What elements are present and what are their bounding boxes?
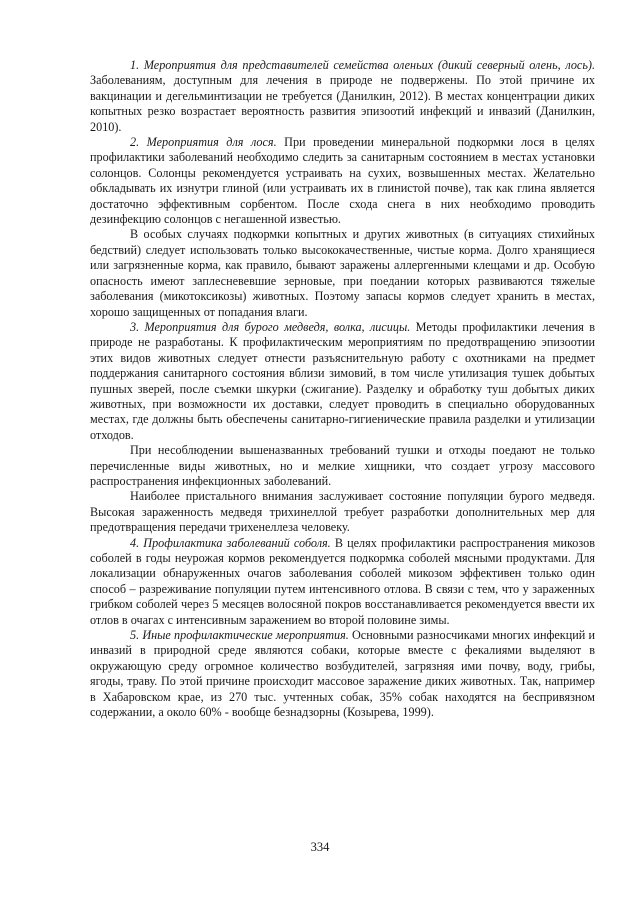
- paragraph-7: [90, 536, 595, 628]
- paragraph-1-text: Заболеваниям, доступным для лечения в природе не подвержены. По этой причине их вакцинации и дегельминтизации не требуется (Данилкин, 2012). В местах концентрации диких копытных резко возрастает вероятность развития эпизоотий инфекций и инвазий (Данилкин, 2010).: [90, 73, 595, 134]
- paragraph-4: [90, 320, 595, 443]
- paragraph-6-text: Наиболее пристального внимания заслуживает состояние популяции бурого медведя. Высокая зараженность медведя трихинеллой требует разработки дополнительных мер для предотвращения передачи трихенеллеза человеку.: [90, 489, 595, 535]
- paragraph-7-text: В целях профилактики распространения микозов соболей в годы неурожая кормов рекомендуется подкормка соболей мясными продуктами. Для локализации обнаруженных очагов заболевания соболей микозом эффективен только один способ – разреживание популяции путем интенсивного отлова. В связи с тем, что у зараженных грибком соболей через 5 месяцев волосяной покров восстанавливается рекомендуется ввести их отлов в очагах с интенсивным заражением во второй половине зимы.: [90, 535, 595, 627]
- paragraph-6: [90, 489, 595, 535]
- paragraph-3-text: В особых случаях подкормки копытных и других животных (в ситуациях стихийных бедствий) следует использовать только высококачественные, чистые корма. Долго хранящиеся или загрязненные корма, как правило, бывают заражены аллергенными клещами и др. Особую опасность имеют заплесневевшие зерновые, при поедании которых развиваются тяжелые заболевания (микотоксикозы) животных. Поэтому запасы кормов следует хранить в местах, хорошо защищенных от попадания влаги.: [90, 227, 595, 319]
- paragraph-2-text: При проведении минеральной подкормки лося в целях профилактики заболеваний необходимо следить за санитарным состоянием в местах установки солонцов. Солонцы рекомендуется устраивать на сухих, возвышенных местах. Желательно обкладывать их изнутри глиной (или устраивать их в глинистой почве), так как глина является достаточно эффективным сорбентом. После схода снега в них необходимо проводить дезинфекцию солонцов с негашенной известью.: [90, 135, 595, 227]
- page-number: 334: [310, 840, 330, 854]
- paragraph-2-heading: 2. Мероприятия для лося.: [130, 135, 277, 150]
- paragraph-5: [90, 443, 595, 489]
- paragraph-1-heading: 1. Мероприятия для представителей семейства оленьих (дикий северный олень, лось).: [130, 58, 595, 72]
- paragraph-7-heading: 4. Профилактика заболеваний соболя.: [130, 535, 331, 550]
- paragraph-1: [90, 58, 595, 135]
- paragraph-8-text: Основными разносчиками многих инфекций и инвазий в природной среде являются собаки, которые вместе с фекалиями выделяют в окружающую среду огромное количество возбудителей, загрязняя ими почву, воду, грибы, ягоды, траву. По этой причине происходит массовое заражение диких животных. Так, например в Хабаровском крае, из 270 тыс. учтенных собак, 35% собак находятся на беспривязном содержании, а около 60% - вообще безнадзорны (Козырева, 1999).: [90, 628, 596, 720]
- paragraph-8: [90, 628, 595, 720]
- paragraph-5-text: При несоблюдении вышеназванных требований тушки и отходы поедают не только перечисленные виды животных, но и мелкие хищники, что создает угрозу массового распространения инфекционных заболеваний.: [90, 443, 595, 488]
- paragraph-3: [90, 227, 595, 319]
- paragraph-4-heading: 3. Мероприятия для бурого медведя, волка, лисицы.: [130, 319, 411, 334]
- document-page: [90, 58, 595, 720]
- paragraph-8-heading: 5. Иные профилактические мероприятия.: [130, 628, 349, 643]
- paragraph-2: [90, 135, 595, 227]
- paragraph-4-text: Методы профилактики лечения в природе не разработаны. К профилактическим мероприятиям по предотвращению эпизоотии этих видов животных следует отнести разъяснительную работу с охотниками на предмет поддержания санитарного состояния вблизи зимовий, в том числе утилизация тушек добытых пушных зверей, после съемки шкурки (сжигание). Разделку и обработку туш добытых диких животных, при возможности их доставки, следует проводить в специально оборудованных местах, где должны быть обеспечены санитарно-гигиенические правила разделки и утилизации отходов.: [90, 319, 595, 442]
